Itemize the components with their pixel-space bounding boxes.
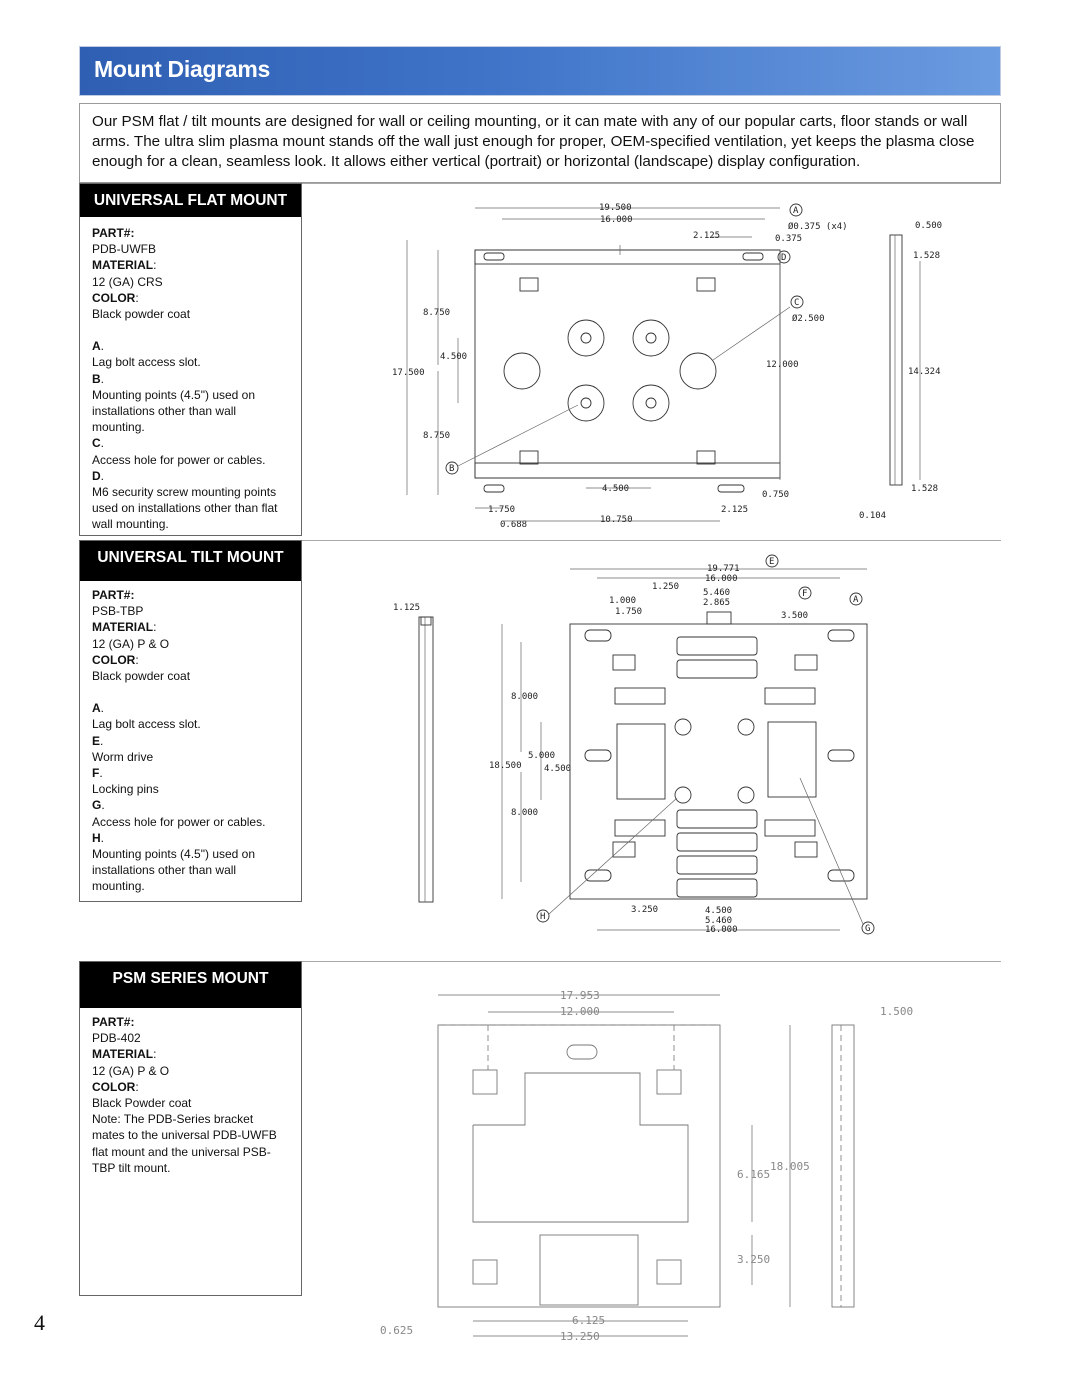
tilt-divider: [302, 540, 1001, 541]
bracket-tab: [613, 842, 635, 857]
lag-slot: [828, 630, 854, 641]
dim-label: 18.005: [770, 1160, 810, 1173]
part-number: PDB-UWFB: [92, 242, 156, 257]
bracket-tab: [473, 1260, 497, 1284]
note-key: H: [92, 830, 101, 845]
lag-slot: [567, 1045, 597, 1059]
dim-label: 5.000: [528, 751, 556, 761]
color-label: COLOR: [92, 652, 136, 667]
color-label: COLOR: [92, 290, 136, 305]
bracket-tab: [795, 842, 817, 857]
page-number: 4: [34, 1310, 45, 1335]
dim-label: 4.500: [602, 484, 630, 494]
mount-point: [738, 787, 754, 803]
dim-label: 1.250: [652, 582, 680, 592]
psm-plate-outline: [438, 1025, 720, 1307]
note-text: Lag bolt access slot.: [92, 717, 201, 732]
access-hole: [504, 353, 540, 389]
dim-label: 8.750: [423, 431, 451, 441]
note-text: Access hole for power or cables.: [92, 452, 266, 467]
flat-side-view: [890, 235, 902, 485]
material-label: MATERIAL: [92, 1047, 154, 1062]
dim-label: Ø2.500: [792, 314, 825, 324]
tilt-spec-box: [79, 540, 302, 902]
lag-slot: [585, 630, 611, 641]
color-value: Black powder coat: [92, 307, 191, 322]
access-cutout: [768, 722, 816, 797]
psm-side-view: [832, 1025, 854, 1307]
dim-label: 1.125: [393, 603, 421, 613]
tilt-spec-text: PART#: PSB-TBP MATERIAL: 12 (GA) P & O COLOR: Black powder coat A. Lag bolt access slot. E. Worm drive F. Locking pins G. Access hole for power or cables. H. Mounting points (4.5") used on installations other than wall mounting.: [80, 581, 301, 903]
note-key: A: [92, 701, 101, 716]
dim-label: 4.500: [544, 764, 572, 774]
psm-spec-text: PART#: PDB-402 MATERIAL: 12 (GA) P & O COLOR: Black Powder coat Note: The PDB-Series bracket mates to the universal PDB-UWFB flat mount and the universal PSB-TBP tilt mount.: [80, 1008, 301, 1184]
bracket-tab: [657, 1070, 681, 1094]
lag-slot: [828, 870, 854, 881]
psm-cutout: [473, 1073, 688, 1222]
note-key: F: [92, 766, 100, 781]
dim-label: 16.000: [705, 574, 738, 584]
banner-title: Mount Diagrams: [94, 56, 270, 82]
note-text: Locking pins: [92, 782, 159, 797]
material-label: MATERIAL: [92, 258, 154, 273]
security-tab: [697, 451, 715, 464]
mount-boss: [568, 320, 604, 356]
dim-label: 17.953: [560, 989, 600, 1002]
lag-slot: [484, 253, 504, 260]
dim-label: 4.500: [705, 906, 733, 916]
psm-mount-drawing: [370, 985, 930, 1350]
callout-label: E: [769, 557, 775, 567]
dim-label: 8.750: [423, 308, 451, 318]
tilt-plate-outline: [570, 624, 867, 899]
dim-label: 18.500: [489, 761, 522, 771]
section-banner: [79, 46, 1001, 96]
color-label: COLOR: [92, 1079, 136, 1094]
bracket-tab: [657, 1260, 681, 1284]
bracket-tab: [613, 655, 635, 670]
dim-label: 2.865: [703, 598, 731, 608]
psm-heading: PSM SERIES MOUNT: [80, 962, 301, 1008]
callout-label: B: [449, 464, 455, 474]
tilt-side-view: [419, 617, 433, 902]
note-text: M6 security screw mounting points used on installations other than flat wall mounting.: [92, 485, 278, 532]
dim-label: 5.460: [703, 588, 731, 598]
dim-label: 1.500: [880, 1005, 914, 1018]
lag-slot: [585, 750, 611, 761]
dim-label: 4.500: [440, 352, 468, 362]
callout-label: D: [781, 253, 787, 263]
dim-label: 17.500: [392, 368, 425, 378]
access-hole: [680, 353, 716, 389]
tilt-heading: UNIVERSAL TILT MOUNT: [80, 541, 301, 581]
color-value: Black powder coat: [92, 669, 191, 684]
tilt-mount-drawing: [385, 552, 985, 942]
note-text: Lag bolt access slot.: [92, 355, 201, 370]
material-label: MATERIAL: [92, 620, 154, 635]
flat-mount-drawing: [390, 195, 990, 535]
note-text: Worm drive: [92, 749, 154, 764]
part-label: PART#:: [92, 1015, 135, 1029]
dim-label: 16.000: [600, 215, 633, 225]
dim-label: 0.104: [859, 511, 887, 521]
dim-label: 12.000: [560, 1005, 600, 1018]
dim-label: 6.165: [737, 1168, 771, 1181]
callout-label: A: [853, 595, 859, 605]
callout-label: A: [793, 206, 799, 216]
note-text: Access hole for power or cables.: [92, 814, 266, 829]
dim-label: 1.528: [911, 484, 939, 494]
flat-heading: UNIVERSAL FLAT MOUNT: [80, 184, 301, 217]
dim-label: 1.528: [913, 251, 941, 261]
color-value: Black Powder coat: [92, 1096, 192, 1111]
psm-spec-box: [79, 961, 302, 1296]
dim-label: 6.125: [572, 1314, 606, 1327]
note-key: D: [92, 468, 101, 483]
note-key: E: [92, 733, 101, 748]
dim-label: 14.324: [908, 367, 941, 377]
part-number: PDB-402: [92, 1031, 141, 1046]
dim-label: 0.500: [915, 221, 943, 231]
material-value: 12 (GA) CRS: [92, 274, 163, 289]
dim-label: 1.750: [615, 607, 643, 617]
lag-slot: [585, 870, 611, 881]
callout-label: C: [794, 298, 800, 308]
lag-slot: [743, 253, 763, 260]
dim-label: 3.250: [737, 1253, 771, 1266]
security-tab: [520, 278, 538, 291]
note-text: Mounting points (4.5") used on installations other than wall mounting.: [92, 847, 256, 894]
bracket-tab: [795, 655, 817, 670]
note-key: C: [92, 436, 101, 451]
security-tab: [520, 451, 538, 464]
note-text: Mounting points (4.5") used on installations other than wall mounting.: [92, 387, 256, 435]
material-value: 12 (GA) P & O: [92, 1063, 170, 1078]
bracket-tab: [473, 1070, 497, 1094]
dim-label: 19.500: [599, 203, 632, 213]
worm-drive: [707, 612, 731, 624]
dim-label: 3.250: [631, 905, 659, 915]
callout-label: G: [865, 924, 871, 934]
mount-boss: [568, 385, 604, 421]
dim-label: 12.000: [766, 360, 799, 370]
dim-label: 2.125: [721, 505, 749, 515]
dim-label: 1.750: [488, 505, 516, 515]
part-number: PSB-TBP: [92, 604, 144, 619]
psm-note: Note: The PDB-Series bracket mates to the universal PDB-UWFB flat mount and the universal PSB-TBP tilt mount.: [92, 1112, 277, 1175]
flat-plate-outline: [475, 250, 780, 478]
access-cutout: [617, 724, 665, 799]
callout-label: F: [802, 589, 808, 599]
callout-label: H: [540, 912, 546, 922]
dim-label: 0.750: [762, 490, 790, 500]
dim-label: 10.750: [600, 515, 633, 525]
mount-boss: [633, 385, 669, 421]
dim-label: 2.125: [693, 231, 721, 241]
lag-slot: [828, 750, 854, 761]
dim-label: 0.375: [775, 234, 803, 244]
dim-label: 0.688: [500, 520, 528, 530]
dim-label: Ø0.375 (x4): [788, 222, 848, 232]
flat-spec-box: [79, 183, 302, 536]
dim-label: 19.771: [707, 564, 740, 574]
part-label: PART#:: [92, 226, 135, 240]
dim-label: 3.500: [781, 611, 809, 621]
lag-slot: [484, 485, 504, 492]
flat-spec-text: PART#: PDB-UWFB MATERIAL: 12 (GA) CRS COLOR: Black powder coat A. Lag bolt access slot. B. Mounting points (4.5") used on installations other than wall mounting. C. Access hole for power or cables. D. M6 security screw mounting points used on installations other than flat wall mounting.: [80, 217, 301, 541]
dim-label: 0.625: [380, 1324, 414, 1337]
intro-paragraph: Our PSM flat / tilt mounts are designed for wall or ceiling mounting, or it can mate with any of our popular carts, floor stands or wall arms. The ultra slim plasma mount stands off the wall just enough for proper, OEM-specified ventilation, yet keeps the plasma close enough for a clean, seamless look. It allows either vertical (portrait) or horizontal (landscape) display configuration.: [79, 103, 1001, 183]
dim-label: 1.000: [609, 596, 637, 606]
dim-label: 16.000: [705, 925, 738, 935]
dim-label: 8.000: [511, 808, 539, 818]
part-label: PART#:: [92, 588, 135, 602]
note-key: B: [92, 371, 101, 386]
psm-divider: [302, 961, 1001, 962]
mount-point: [738, 719, 754, 735]
mount-point: [675, 719, 691, 735]
note-key: G: [92, 798, 102, 813]
note-key: A: [92, 339, 101, 354]
mount-point: [675, 787, 691, 803]
mount-boss: [633, 320, 669, 356]
material-value: 12 (GA) P & O: [92, 636, 170, 651]
lag-slot: [718, 485, 744, 492]
dim-label: 13.250: [560, 1330, 600, 1343]
dim-label: 8.000: [511, 692, 539, 702]
flat-divider: [302, 183, 1001, 184]
dim-label: 5.460: [705, 916, 733, 926]
security-tab: [697, 278, 715, 291]
